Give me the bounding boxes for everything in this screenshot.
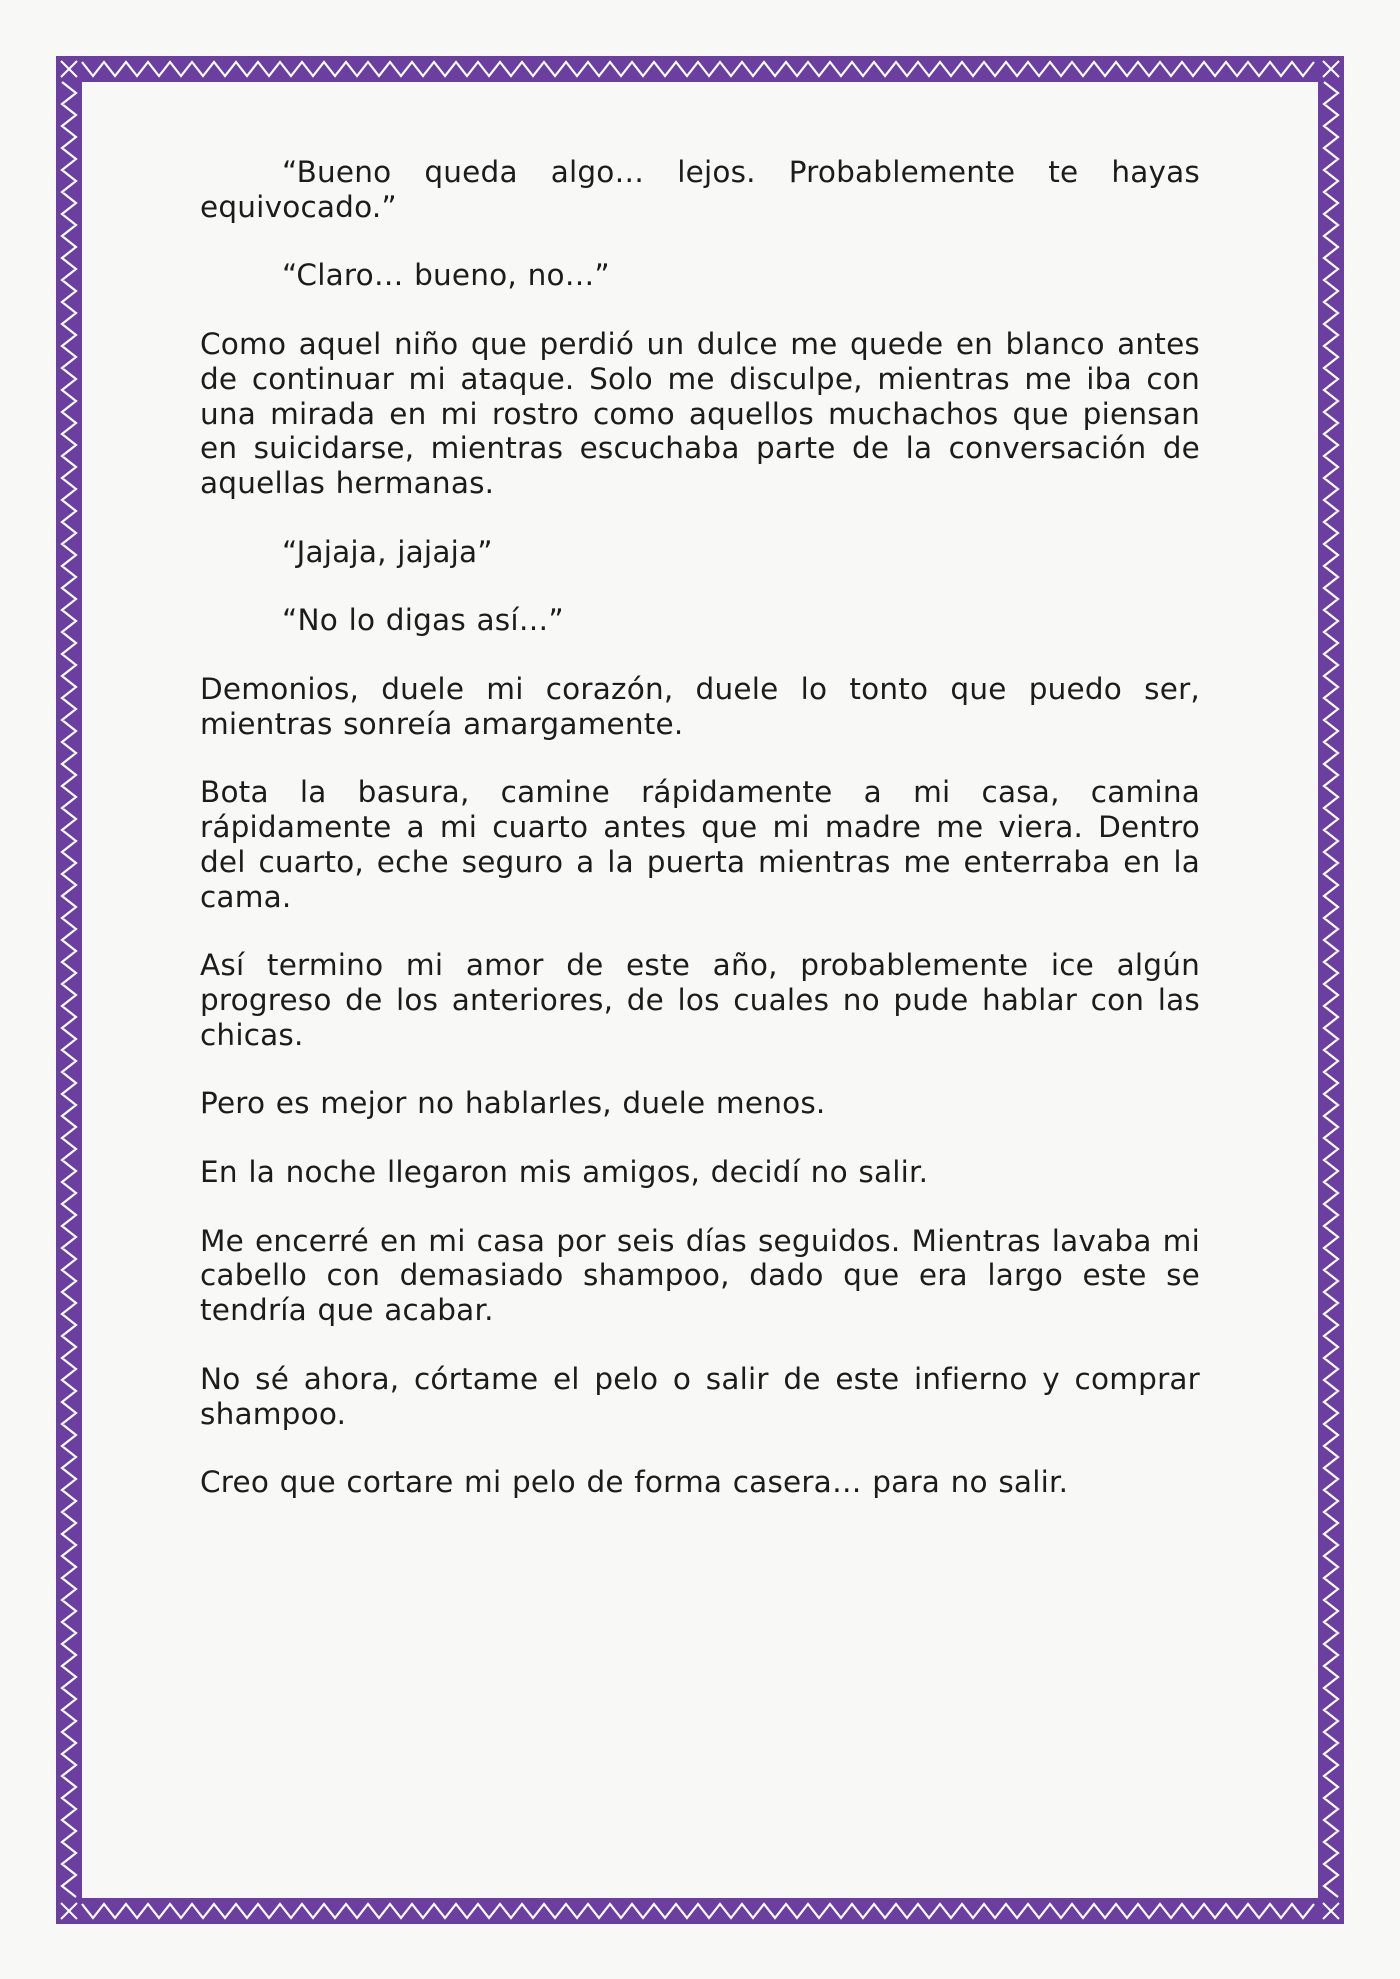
paragraph: Creo que cortare mi pelo de forma casera… para no salir. [200, 1465, 1069, 1500]
border-bottom [56, 1898, 1344, 1924]
paragraph: Bota la basura, camine rápidamente a mi casa, camina rápidamente a mi cuarto antes que mi madre me viera. Dentro del cuarto, eche seguro a la puerta mientras me enterraba en la cama. [200, 775, 1200, 914]
border-top [56, 56, 1344, 82]
paragraph: Como aquel niño que perdió un dulce me quede en blanco antes de continuar mi ataque. Solo me disculpe, mientras me iba con una mirada en mi rostro como aquellos muchachos que piensan en suicidarse, mientras escuchaba parte de la conversación de aquellas hermanas. [200, 327, 1200, 500]
paragraph: Pero es mejor no hablarles, duele menos. [200, 1086, 826, 1121]
paragraph: “No lo digas así…” [282, 603, 564, 638]
paragraph: “Bueno queda algo… lejos. Probablemente te hayas equivocado.” [200, 155, 1200, 224]
paragraph: Demonios, duele mi corazón, duele lo tonto que puedo ser, mientras sonreía amargamente. [200, 672, 1200, 741]
paragraph: Me encerré en mi casa por seis días seguidos. Mientras lavaba mi cabello con demasiado shampoo, dado que era largo este se tendría que acabar. [200, 1223, 1200, 1328]
paragraph: Así termino mi amor de este año, probablemente ice algún progreso de los anteriores, de los cuales no pude hablar con las chicas. [200, 948, 1200, 1052]
paragraph: “Claro… bueno, no…” [282, 258, 610, 293]
page-body [200, 155, 1200, 1534]
paragraph: “Jajaja, jajaja” [282, 534, 493, 569]
paragraph: No sé ahora, córtame el pelo o salir de este infierno y comprar shampoo. [200, 1361, 1200, 1431]
paragraph: En la noche llegaron mis amigos, decidí no salir. [200, 1155, 929, 1190]
